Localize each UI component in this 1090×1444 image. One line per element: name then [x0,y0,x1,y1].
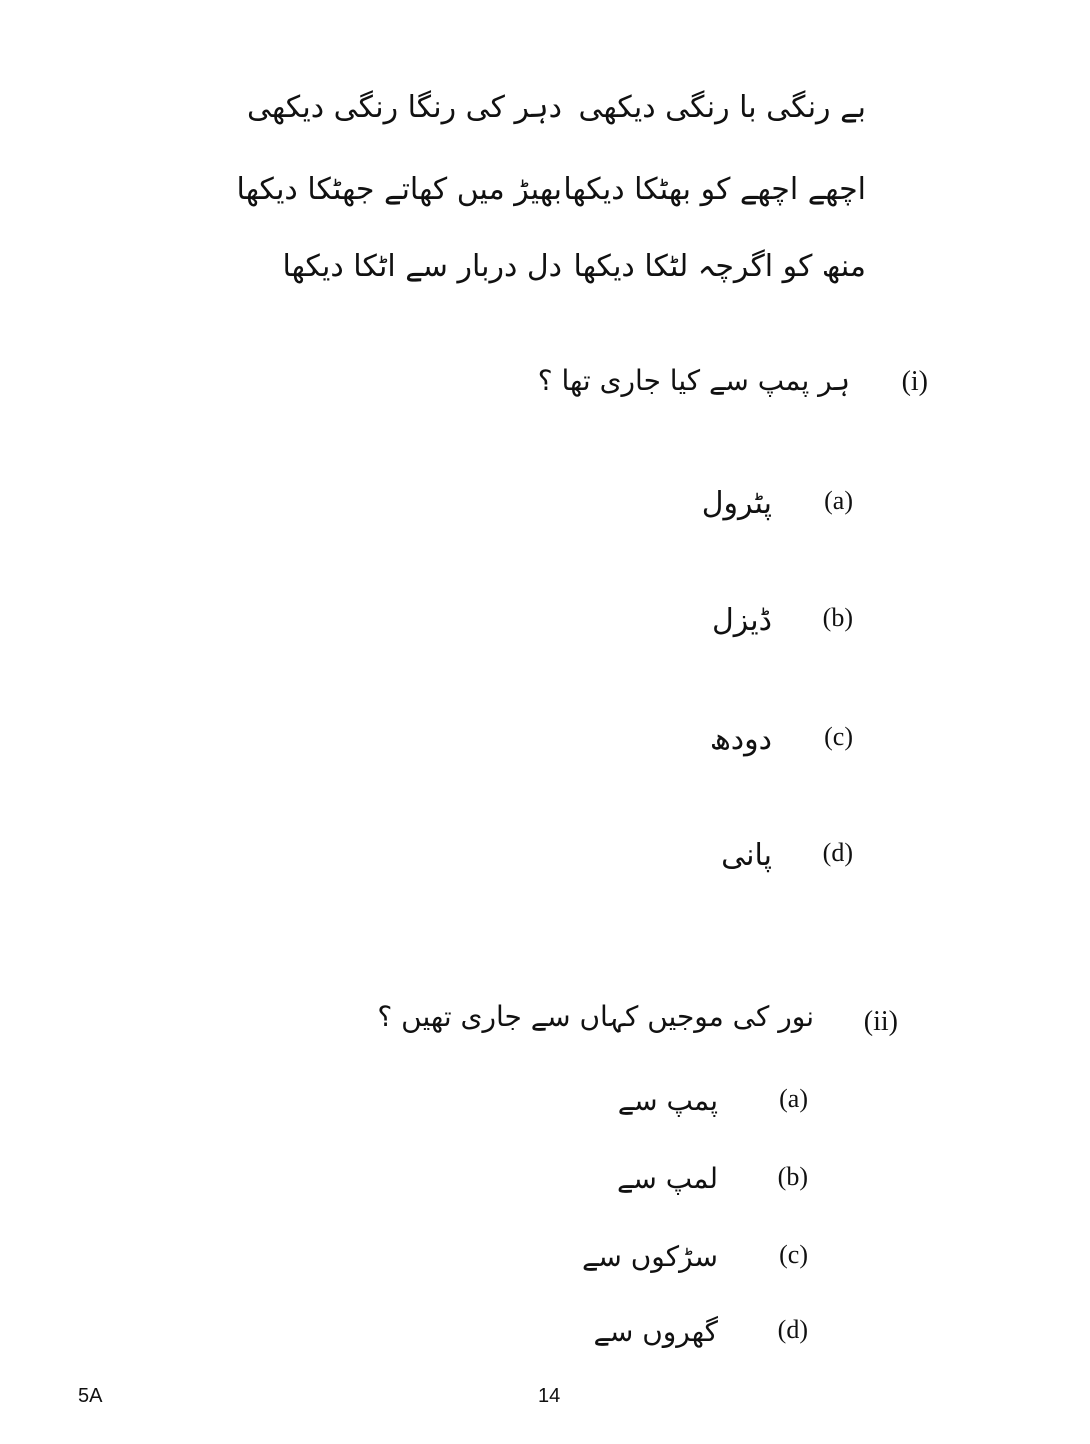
option-letter-a: (a) [824,486,853,515]
poem-line-2-right: اچھے اچھے کو بھٹکا دیکھا [563,172,866,207]
option-text-d: گھروں سے [593,1315,718,1348]
option-letter-b: (b) [777,1162,808,1191]
poem-line-1-left: دہر کی رنگا رنگی دیکھی [247,90,562,125]
option-letter-b: (b) [822,603,853,632]
poem-line-3-left: دل دربار سے اٹکا دیکھا [282,249,562,284]
option-text-b: لمپ سے [617,1162,718,1195]
option-text-c: سڑکوں سے [581,1240,718,1273]
option-text-a: پٹرول [701,486,772,521]
question-number: (i) [901,366,928,397]
poem-line-1-right: بے رنگی با رنگی دیکھی [578,90,866,125]
question-text: نور کی موجیں کہاں سے جاری تھیں ؟ [377,1000,814,1033]
paper-code: 5A [78,1385,103,1407]
option-text-c: دودھ [709,722,772,757]
option-letter-d: (d) [822,838,853,867]
option-text-d: پانی [721,838,772,873]
option-letter-d: (d) [777,1315,808,1344]
poem-line-2-left: بھیڑ میں کھاتے جھٹکا دیکھا [236,172,562,207]
question-text: ہر پمپ سے کیا جاری تھا ؟ [537,364,850,397]
page-number: 14 [538,1385,561,1407]
poem-line-3-right: منھ کو اگرچہ لٹکا دیکھا [573,249,866,284]
option-text-b: ڈیزل [711,603,772,638]
option-text-a: پمپ سے [617,1084,718,1117]
option-letter-c: (c) [824,722,853,751]
question-number: (ii) [863,1006,898,1037]
option-letter-a: (a) [779,1084,808,1113]
option-letter-c: (c) [779,1240,808,1269]
